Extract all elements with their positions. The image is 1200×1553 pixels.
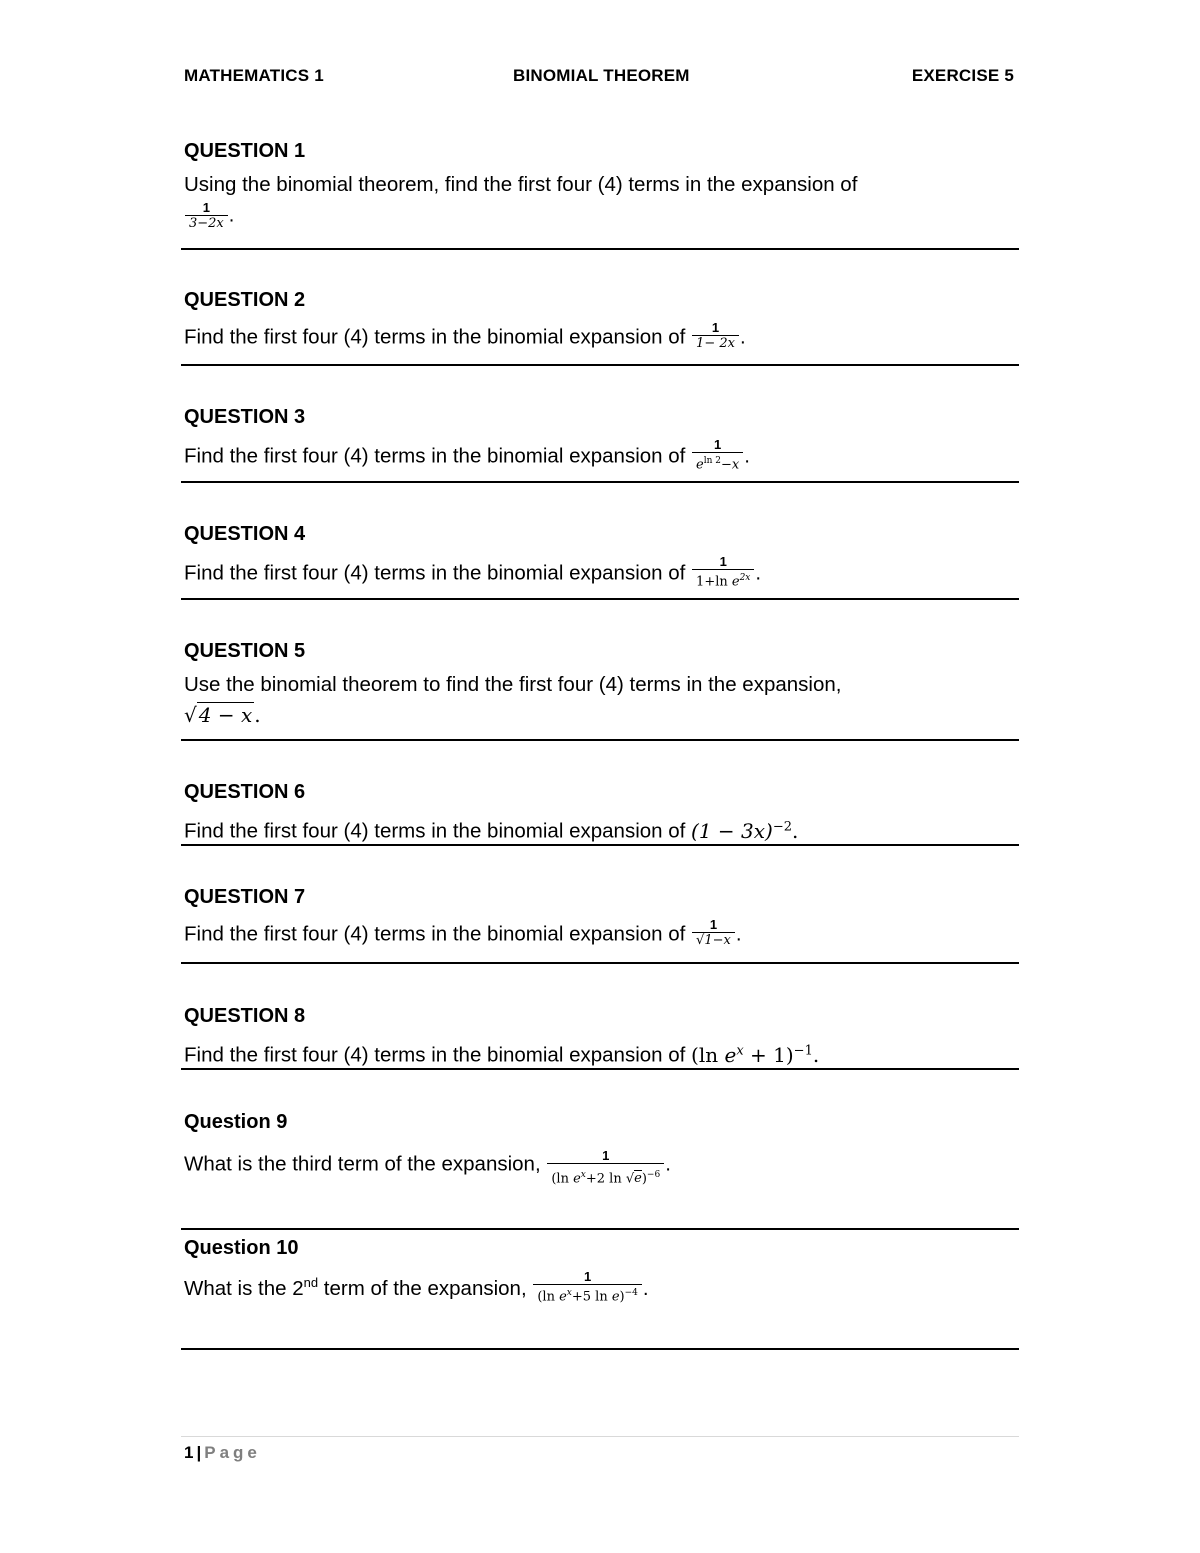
base-e: e xyxy=(696,457,704,473)
question-10 xyxy=(184,1236,1019,1308)
fraction-numerator: 1 xyxy=(711,320,720,335)
sqrt-radicand xyxy=(197,702,254,727)
exponent: −4 xyxy=(624,1288,638,1299)
sqrt-symbol: √ xyxy=(696,933,705,948)
question-text xyxy=(184,672,1019,698)
question-2 xyxy=(184,288,1019,354)
fraction xyxy=(692,437,743,473)
expression: (1 − 3x) xyxy=(691,818,773,843)
fraction-denominator xyxy=(692,932,735,949)
fraction-numerator: 1 xyxy=(714,437,722,452)
denominator-part: (ln xyxy=(551,1171,574,1187)
inner-exponent: x xyxy=(580,1170,586,1180)
divider-line xyxy=(181,844,1019,846)
question-title: Question 9 xyxy=(184,1111,288,1133)
page-footer xyxy=(181,1436,1019,1462)
page-number-label xyxy=(184,1443,261,1463)
question-text xyxy=(184,172,1019,198)
divider-line xyxy=(181,1348,1019,1350)
period: . xyxy=(755,561,762,585)
fraction-denominator xyxy=(692,452,743,473)
sqrt-symbol: √ xyxy=(184,703,197,727)
period: . xyxy=(642,1276,649,1300)
ordinal-suffix: nd xyxy=(303,1275,319,1290)
question-prompt: What is the 2 xyxy=(184,1276,304,1300)
fraction xyxy=(533,1269,642,1305)
page-label: Page xyxy=(204,1443,261,1462)
question-title: QUESTION 2 xyxy=(184,289,306,311)
question-text xyxy=(184,322,1019,354)
base-e: e xyxy=(559,1289,567,1305)
fraction xyxy=(692,320,739,352)
question-text xyxy=(184,814,1019,845)
period: . xyxy=(254,703,261,727)
exponent: 2x xyxy=(739,573,751,583)
fraction-numerator: 1 xyxy=(719,554,727,569)
question-expression xyxy=(691,1043,819,1067)
question-prompt: Find the first four (4) terms in the binomial expansion of xyxy=(184,325,686,349)
divider-line xyxy=(181,1228,1019,1230)
question-text xyxy=(184,1038,1019,1069)
expression: 4 − x xyxy=(198,703,253,727)
question-7 xyxy=(184,885,1019,951)
expression-prefix: (ln xyxy=(691,1042,725,1067)
fraction-numerator: 1 xyxy=(202,200,210,215)
sqrt-symbol: √ xyxy=(625,1171,635,1187)
divider-line xyxy=(181,364,1019,366)
question-9 xyxy=(184,1110,1019,1186)
question-title: QUESTION 1 xyxy=(184,140,306,162)
question-5 xyxy=(184,639,1019,727)
footer-separator: | xyxy=(196,1443,202,1462)
period: . xyxy=(739,325,746,349)
exponent: −2 xyxy=(772,819,793,834)
denominator-tail: −x xyxy=(721,457,740,473)
fraction xyxy=(692,554,754,590)
question-expression xyxy=(691,819,798,843)
denominator-prefix: 1+ln xyxy=(696,574,732,590)
base-e: e xyxy=(724,1042,737,1067)
question-title: Question 10 xyxy=(184,1237,299,1259)
divider-line xyxy=(181,739,1019,741)
inner-exponent: x xyxy=(736,1043,744,1058)
divider-line xyxy=(181,962,1019,964)
base-e: e xyxy=(611,1289,620,1305)
denominator-part: +2 ln xyxy=(585,1171,626,1187)
divider-line xyxy=(181,248,1019,250)
question-text xyxy=(184,1144,1019,1186)
denominator-part: ) xyxy=(641,1171,647,1187)
question-prompt: Find the first four (4) terms in the binomial expansion of xyxy=(184,444,686,468)
question-prompt: Find the first four (4) terms in the binomial expansion of xyxy=(184,1043,686,1067)
divider-line xyxy=(181,481,1019,483)
question-title: QUESTION 3 xyxy=(184,406,306,428)
sqrt-radicand: 1−x xyxy=(704,933,731,948)
question-prompt: Use the binomial theorem to find the first four (4) terms in the expansion, xyxy=(184,673,842,696)
question-prompt-continued: term of the expansion, xyxy=(318,1276,527,1300)
exponent: −1 xyxy=(793,1043,813,1058)
fraction xyxy=(692,917,735,949)
question-3 xyxy=(184,405,1019,475)
fraction-numerator: 1 xyxy=(602,1148,610,1163)
question-title: QUESTION 7 xyxy=(184,886,306,908)
period: . xyxy=(744,444,750,468)
expression-suffix: + 1) xyxy=(743,1042,794,1067)
fraction xyxy=(547,1148,664,1190)
header-left: MATHEMATICS 1 xyxy=(184,66,324,85)
header-right: EXERCISE 5 xyxy=(911,66,1014,85)
question-text xyxy=(184,919,1019,951)
question-text xyxy=(184,556,1019,592)
divider-line xyxy=(181,1068,1019,1070)
question-prompt: Using the binomial theorem, find the first four (4) terms in the expansion of xyxy=(184,173,858,196)
exponent: −6 xyxy=(646,1170,661,1180)
question-prompt: What is the third term of the expansion, xyxy=(184,1152,541,1176)
question-title: QUESTION 8 xyxy=(184,1005,306,1027)
period: . xyxy=(735,922,742,946)
denominator-part: ) xyxy=(619,1289,625,1305)
page-number: 1 xyxy=(184,1443,194,1462)
fraction xyxy=(185,200,228,232)
question-title: QUESTION 6 xyxy=(184,781,306,803)
fraction-numerator: 1 xyxy=(584,1269,592,1285)
fraction-denominator: 1− 2x xyxy=(692,335,739,352)
question-4 xyxy=(184,522,1019,592)
question-6 xyxy=(184,780,1019,845)
divider-line xyxy=(181,598,1019,600)
question-title: QUESTION 5 xyxy=(184,640,306,662)
question-title: QUESTION 4 xyxy=(184,523,306,545)
period: . xyxy=(812,1042,820,1067)
denominator-part: (ln xyxy=(537,1289,560,1305)
fraction-denominator xyxy=(533,1284,642,1305)
period: . xyxy=(228,204,235,227)
fraction-denominator: 3−2x xyxy=(185,215,228,232)
inner-exponent: x xyxy=(566,1288,572,1299)
question-prompt: Find the first four (4) terms in the binomial expansion of xyxy=(184,922,686,946)
question-text xyxy=(184,439,1019,475)
fraction-denominator xyxy=(547,1163,664,1190)
question-expression xyxy=(184,200,1019,232)
question-1 xyxy=(184,139,1019,232)
question-text xyxy=(184,1270,1019,1308)
period: . xyxy=(792,818,799,843)
question-8 xyxy=(184,1004,1019,1069)
base-e: e xyxy=(731,574,740,590)
base-e: e xyxy=(573,1171,581,1187)
period: . xyxy=(665,1152,671,1176)
question-prompt: Find the first four (4) terms in the binomial expansion of xyxy=(184,819,686,843)
denominator-part: +5 ln xyxy=(571,1289,612,1305)
sqrt-radicand: e xyxy=(634,1171,642,1187)
exponent: ln 2 xyxy=(703,456,722,466)
header-center: BINOMIAL THEOREM xyxy=(513,66,690,85)
question-expression xyxy=(184,702,1019,727)
fraction-numerator: 1 xyxy=(709,917,718,932)
question-prompt: Find the first four (4) terms in the binomial expansion of xyxy=(184,561,686,585)
fraction-denominator xyxy=(692,569,754,590)
